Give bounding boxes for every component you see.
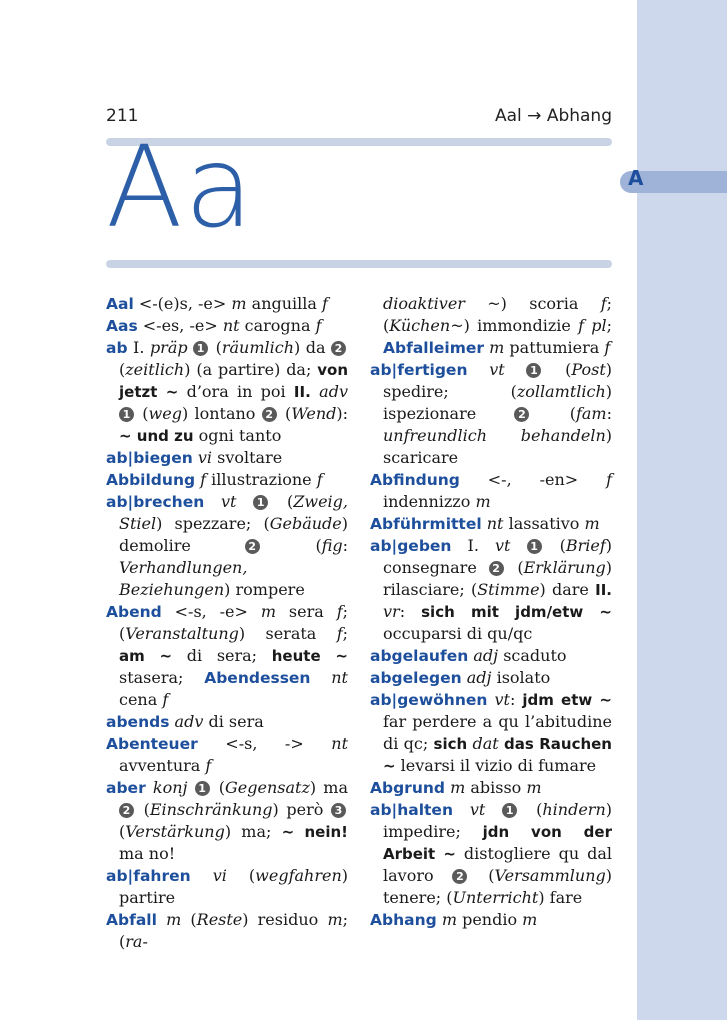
grammar-label: dat [472,734,499,753]
entry-text: pendio [456,910,523,929]
dictionary-entry [370,909,612,931]
entry-text: di sera; [172,646,272,665]
entry-text: cena [119,690,163,709]
dictionary-entry [370,689,612,777]
grammar-label: f [315,316,322,335]
sense-number-badge: 2 [331,341,346,356]
phrase: heute ~ [271,647,348,665]
entry-text: ) rilasciare; ( [383,558,612,599]
usage-label: Brief [565,536,606,555]
grammar-label: nt [222,316,240,335]
grammar-label: vt [469,800,486,819]
sense-number-badge: 3 [331,803,346,818]
entry-text: indennizzo [383,492,476,511]
grammar-label: m [475,492,491,511]
grammar-label: adj [466,668,492,687]
usage-label: wegfahren [255,866,342,885]
entry-text: ( [211,778,226,797]
entry-text: ( [531,404,576,423]
thumb-index-letter: A [628,166,644,190]
entry-text: ) ispezionare [383,382,612,423]
entry-text: I. [451,536,495,555]
entry-text: distogliere qu dal lavoro [383,844,612,885]
section-letters: Aa [106,123,256,253]
entry-text: ) demolire [119,514,348,555]
grammar-label: nt [486,514,504,533]
headword: Aas [106,317,138,335]
entry-text: ( [543,536,566,555]
entry-text: d’ora in poi [178,382,294,401]
grammar-label: m [441,910,457,929]
entry-text: ; ( [383,294,612,335]
sense-number-badge: 2 [245,539,260,554]
entry-text: ( [136,404,149,423]
compound-headword: Abendessen [204,669,311,687]
usage-label: fig [321,536,343,555]
usage-label: hindern [542,800,606,819]
headword: Abfall [106,911,157,929]
headword: ab|brechen [106,493,205,511]
grammar-label: vi [212,866,227,885]
entry-text: ) scoria [500,294,601,313]
usage-label: Verstärkung [125,822,225,841]
entry-text: ( [210,338,222,357]
headword: abgelegen [370,669,462,687]
usage-label: Unterricht [452,888,539,907]
entry-text: ; [606,316,612,335]
dictionary-entry [106,733,348,777]
usage-label: Zweig, Stiel [119,492,348,533]
grammar-label: nt [331,668,348,687]
entry-text: : [509,690,523,709]
dictionary-entry [106,865,348,909]
entry-text: ( [469,866,495,885]
entry-text: ; [342,624,348,643]
sense-number-badge: 1 [119,407,134,422]
usage-label: zeitlich [125,360,185,379]
dictionary-entry [370,645,612,667]
dictionary-entry [370,777,612,799]
entry-text: ): [336,404,349,423]
dictionary-entry [106,711,348,733]
sense-number-badge: 1 [527,539,542,554]
bottom-rule [106,260,612,268]
entry-text: : [606,404,612,423]
grammar-label: konj [152,778,188,797]
dictionary-entry [106,337,348,447]
grammar-label: m [584,514,600,533]
headword: ab|biegen [106,449,193,467]
entry-text: ) ma; [224,822,282,841]
entry-text: ) partire [119,866,348,907]
grammar-label: vt [495,536,511,555]
entry-text: ) spedire; ( [383,360,612,401]
entry-text: ) serata [238,624,337,643]
headword: ab [106,339,128,357]
entry-text: ) dare [539,580,596,599]
entry-text: ) impedire; [383,800,612,841]
dictionary-entry [106,315,348,337]
entry-text: ( [136,800,150,819]
dictionary-entry [106,601,348,711]
entry-text: ( [543,360,572,379]
grammar-label: präp [149,338,188,357]
phrase: jdm etw ~ [522,691,612,709]
phrase: ~ nein! [281,823,348,841]
entry-text: ) rompere [224,580,305,599]
entry-text: svoltare [212,448,283,467]
entry-text [204,492,221,511]
section-roman: II. [293,383,320,401]
entry-text: pattumiera [504,338,605,357]
headword: Abbildung [106,471,196,489]
grammar-label: vt [221,492,237,511]
headword: ab|fahren [106,867,191,885]
grammar-label: m [450,778,466,797]
dictionary-entry [106,491,348,601]
grammar-label: m [327,910,343,929]
entry-text: di sera [203,712,264,731]
entry-text: ( [505,558,524,577]
grammar-label: vi [197,448,213,467]
running-head: Aal → Abhang [495,106,612,126]
usage-label: Erklärung [523,558,606,577]
grammar-label: vr [383,602,400,621]
entry-text: ( [519,800,543,819]
headword: aber [106,779,146,797]
usage-label: weg [148,404,182,423]
usage-label: Wend [291,404,337,423]
entry-text: I. [127,338,150,357]
dictionary-entry [370,799,612,909]
entry-text: occuparsi di qu/qc [383,624,533,643]
usage-label: unfreundlich behandeln [383,426,606,445]
grammar-label: f [322,294,328,313]
dictionary-entry [370,667,612,689]
entry-text: ) ma [309,778,348,797]
entry-text: illustrazione [206,470,317,489]
entry-text [310,668,331,687]
grammar-label: f [336,602,343,621]
entry-text: <-s, -> [197,734,332,753]
dictionary-entry [106,293,348,315]
entry-text: far perdere a qu l’abitudine di qc; [383,712,612,753]
phrase: am ~ [119,647,173,665]
entry-text: avventura [119,756,206,775]
entry-text: ) consegnare [383,536,613,577]
entry-text: <-s, -e> [161,602,261,621]
entry-text: ) immondizie [463,316,579,335]
entry-text [191,866,213,885]
dictionary-entry [370,535,612,645]
usage-label: Versammlung [494,866,606,885]
usage-label: fam [575,404,607,423]
page-number: 211 [106,106,139,126]
entry-text: sera [276,602,337,621]
grammar-label: f [600,294,607,313]
phrase: sich mit jdm/etw ~ [421,603,612,621]
sense-number-badge: 1 [526,363,541,378]
compound-headword: Abfalleimer [383,339,485,357]
dictionary-entry [106,447,348,469]
grammar-label: f [316,470,323,489]
headword: ab|halten [370,801,453,819]
entry-text: : [342,536,348,555]
entry-text: ( [119,360,126,379]
sense-number-badge: 1 [253,495,268,510]
usage-label: Gebäude [269,514,342,533]
entry-text: ) da [294,338,331,357]
section-roman: II. [595,581,612,599]
headword: abgelaufen [370,647,469,665]
dictionary-entry-continued [370,293,612,359]
dictionary-entry [106,909,348,953]
entry-text: : [399,602,422,621]
entry-text: ( [270,492,294,511]
entry-text: ) (a partire) da; [184,360,318,379]
sense-number-badge: 2 [514,407,529,422]
usage-label: zollamtlich [516,382,606,401]
dictionary-entry [370,469,612,513]
sense-number-badge: 1 [502,803,517,818]
entry-text: <-, -en> [459,470,607,489]
entry-text: ( [119,822,126,841]
phrase: sich [433,735,468,753]
entry-text: anguilla [246,294,323,313]
entry-text: ) residuo [242,910,328,929]
headword: ab|fertigen [370,361,468,379]
grammar-label: f [200,470,207,489]
entry-text: levarsi il vizio di fumare [395,756,597,775]
right-column [370,293,612,931]
grammar-label: m [526,778,542,797]
grammar-label: m [231,294,247,313]
usage-label: Einschränkung [149,800,273,819]
entry-text [453,800,470,819]
grammar-label: adj [473,646,499,665]
entry-text: ma no! [119,844,176,863]
sense-number-badge: 2 [262,407,277,422]
dictionary-entry [370,359,612,469]
entry-text: <-(e)s, -e> [133,294,232,313]
usage-label: Post [571,360,606,379]
grammar-label: nt [331,734,348,753]
entry-text: ( [278,404,292,423]
grammar-label: m [260,602,277,621]
usage-label: Veranstaltung [125,624,239,643]
entry-text: ) tenere; ( [383,866,612,907]
entry-text: ) però [272,800,331,819]
entry-text: ) scaricare [383,426,612,467]
entry-text: lassativo [503,514,585,533]
phrase: das Rauchen ~ [383,735,612,775]
phrase: jdn von der Arbeit ~ [383,823,612,863]
thumb-index-strip [637,0,727,1020]
usage-label: Reste [196,910,243,929]
sense-number-badge: 1 [195,781,210,796]
headword: Abführmittel [370,515,482,533]
dictionary-entry [370,513,612,535]
grammar-label: vt [494,690,510,709]
phrase: von jetzt ~ [119,361,348,401]
usage-label: räumlich [221,338,294,357]
entry-text: ogni tanto [193,426,282,445]
headword: Abenteuer [106,735,198,753]
entry-text: ) lontano [181,404,262,423]
grammar-label: f [336,624,343,643]
headword: Aal [106,295,134,313]
entry-text: ( [226,866,256,885]
left-column [106,293,348,953]
usage-label: Gegensatz [225,778,310,797]
grammar-label: f [604,338,611,357]
entry-text: isolato [491,668,551,687]
sense-number-badge: 2 [489,561,504,576]
entry-text: carogna [239,316,316,335]
entry-text: stasera; [119,668,205,687]
headword: abends [106,713,170,731]
headword: ab|gewöhnen [370,691,488,709]
grammar-label: adv [174,712,204,731]
dictionary-entry [106,469,348,491]
entry-text: ; ( [119,602,348,643]
usage-label: dioaktiver ~ [383,294,501,313]
headword: Abfindung [370,471,460,489]
usage-label: Verhandlungen, Beziehungen [119,558,248,599]
entry-text: ; ( [119,910,348,951]
grammar-label: vt [489,360,505,379]
entry-text [157,910,166,929]
grammar-label: m [166,910,182,929]
dictionary-entry [106,777,348,865]
grammar-label: adv [319,382,348,401]
entry-text: abisso [465,778,527,797]
entry-text: ) fare [538,888,583,907]
entry-text: ( [181,910,197,929]
grammar-label: f pl [578,316,607,335]
entry-text: ) spezzare; ( [156,514,270,533]
entry-text: <-es, -e> [137,316,223,335]
headword: Abhang [370,911,437,929]
entry-text [146,778,153,797]
grammar-label: m [489,338,505,357]
grammar-label: f [205,756,212,775]
headword: Abend [106,603,162,621]
usage-label: Stimme [477,580,540,599]
sense-number-badge: 2 [452,869,467,884]
entry-text [467,360,489,379]
phrase: ~ und zu [119,427,194,445]
sense-number-badge: 2 [119,803,134,818]
grammar-label: f [162,690,169,709]
entry-text: scaduto [498,646,567,665]
usage-label: Küchen~ [389,316,464,335]
headword: ab|geben [370,537,452,555]
grammar-label: m [522,910,538,929]
grammar-label: f [606,470,612,489]
sense-number-badge: 1 [193,341,208,356]
headword: Abgrund [370,779,445,797]
usage-label: ra- [125,932,148,951]
entry-text: ( [261,536,322,555]
